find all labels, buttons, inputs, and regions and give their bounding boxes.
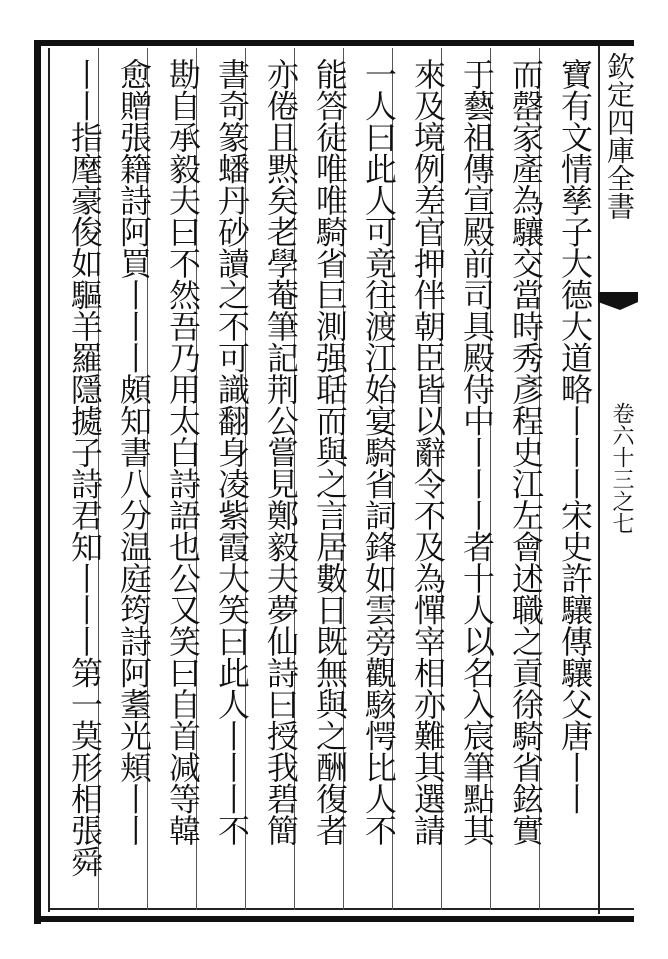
text-column-4: 來及境例差官押伴朝臣皆以辭令不及為憚宰相亦難其選請 [409, 58, 447, 846]
text-column-11: 丨丨指麾豪俊如驅羊羅隱㨿子詩君知丨丨丨第一莫形相張舜 [66, 58, 104, 877]
fish-tail-ornament [598, 288, 638, 328]
text-column-10: 愈贈張籍詩阿買丨丨丨頗知書八分温庭筠詩阿耋光頬丨丨 [115, 58, 153, 846]
frame-left-border [34, 40, 41, 924]
frame-top-border [34, 40, 634, 46]
banxin-book-title: 欽定四庫全書 [603, 52, 636, 220]
text-column-2: 而罄家產為驤交當時秀彥程史江左會述職之貢徐騎省鉉實 [507, 58, 545, 846]
text-column-9: 勘自承毅夫曰不然吾乃用太白詩語也公又笑曰自首减等韓 [164, 58, 202, 846]
frame-bottom-border [34, 916, 634, 922]
banxin-volume: 卷六十三之七 [609, 402, 634, 534]
text-column-1: 寶有文情孳子大德大道略丨丨丨宋史許驤傳驤父唐丨丨 [556, 58, 594, 814]
text-column-5: 一人曰此人可竟往渡江始宴騎省詞鋒如雲旁觀駭愕比人不 [360, 58, 398, 846]
frame-inner-left-border [48, 48, 50, 912]
banxin-divider [598, 46, 600, 914]
text-column-8: 書奇篆蟠丹砂讀之不可識翻身凌紫霞大笑曰此人丨丨丨不 [213, 58, 251, 846]
text-column-7: 亦倦且黙矣老學菴筆記荆公嘗見鄭毅夫夢仙詩曰授我碧簡 [262, 58, 300, 846]
text-column-3: 于藝祖傳宣殿前司具殿侍中丨丨丨者十人以名入宸筆點其 [458, 58, 496, 846]
text-column-6: 能答徒唯唯騎省巨測强聒而與之言居數日既無與之酬復者 [311, 58, 349, 846]
